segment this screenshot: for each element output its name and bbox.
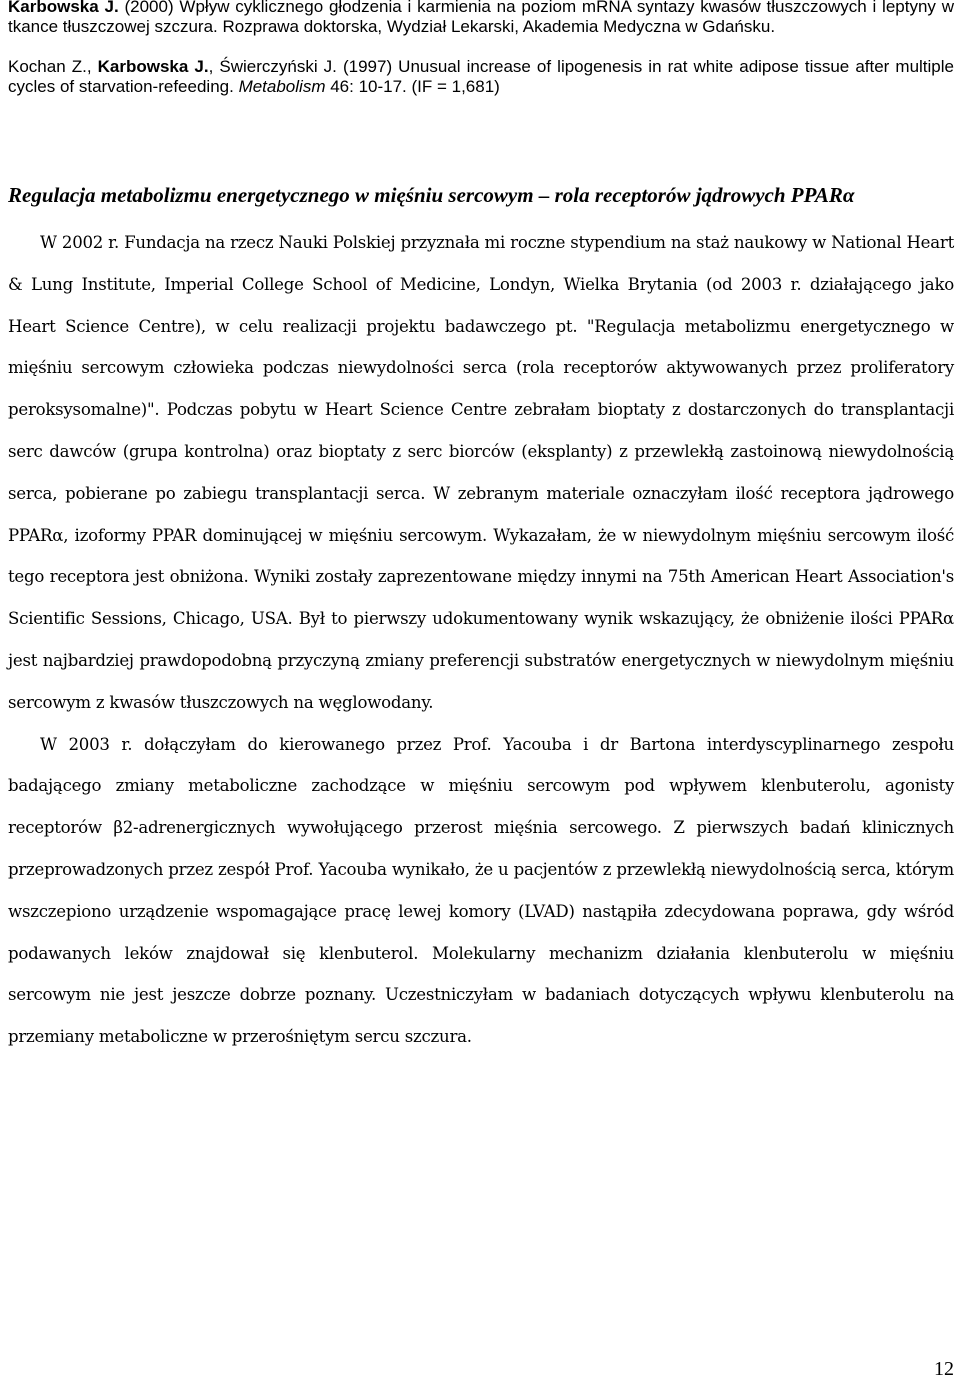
section-heading: Regulacja metabolizmu energetycznego w mięśniu sercowym – rola receptorów jądrowych PPARα (8, 183, 855, 207)
reference-text: (2000) Wpływ cyklicznego głodzenia i karmienia na poziom mRNA syntazy kwasów tłuszczowych i leptyny w tkance tłuszczowej szczura. Rozprawa doktorska, Wydział Lekarski, Akademia Medyczna w Gdańsku. (8, 0, 954, 36)
reference-author: Kochan Z., (8, 57, 98, 76)
page-number: 12 (934, 1358, 954, 1380)
reference-text: , Świerczyński J. (1997) Unusual increase of lipogenesis in rat white adipose tissue after multiple cycles of starvation-refeeding. (8, 57, 954, 96)
reference-author-bold: Karbowska J. (97, 57, 209, 76)
reference-1 (8, 0, 954, 37)
reference-author-bold: Karbowska J. (8, 0, 119, 16)
body-paragraph: W 2003 r. dołączyłam do kierowanego przez Prof. Yacouba i dr Bartona interdyscyplinarnego zespołu badającego zmiany metaboliczne zachodzące w mięśniu sercowym pod wpływem klenbuterolu, agonisty receptorów β2-adrenergicznych wywołującego przerost mięśnia sercowego. Z pierwszych badań klinicznych przeprowadzonych przez zespół Prof. Yacouba wynikało, że u pacjentów z przewlekłą niewydolnością serca, którym wszczepiono urządzenie wspomagające pracę lewej komory (LVAD) nastąpiła zdecydowana poprawa, gdy wśród podawanych leków znajdował się klenbuterol. Molekularny mechanizm działania klenbuterolu w mięśniu sercowym nie jest jeszcze dobrze poznany. Uczestniczyłam w badaniach dotyczących wpływu klenbuterolu na przemiany metaboliczne w przerośniętym sercu szczura. (8, 734, 954, 1047)
reference-journal: Metabolism (238, 77, 326, 96)
reference-text-end: 46: 10-17. (IF = 1,681) (325, 77, 500, 96)
reference-2 (8, 57, 954, 97)
body-paragraph: W 2002 r. Fundacja na rzecz Nauki Polskiej przyznała mi roczne stypendium na staż naukowy w National Heart & Lung Institute, Imperial College School of Medicine, Londyn, Wielka Brytania (od 2003 r. działającego jako Heart Science Centre), w celu realizacji projektu badawczego pt. "Regulacja metabolizmu energetycznego w mięśniu sercowym człowieka podczas niewydolności serca (rola receptorów aktywowanych przez proliferatory peroksysomalne)". Podczas pobytu w Heart Science Centre zebrałam bioptaty z dostarczonych do transplantacji serc dawców (grupa kontrolna) oraz bioptaty z serc biorców (eksplanty) z przewlekłą zastoinową niewydolnością serca, pobierane po zabiegu transplantacji serca. W zebranym materiale oznaczyłam ilość receptora jądrowego PPARα, izoformy PPAR dominującej w mięśniu sercowym. Wykazałam, że w niewydolnym mięśniu sercowym ilość tego receptora jest obniżona. Wyniki zostały zaprezentowane między innymi na 75th American Heart Association's Scientific Sessions, Chicago, USA. Był to pierwszy udokumentowany wynik wskazujący, że obniżenie ilości PPARα jest najbardziej prawdopodobną przyczyną zmiany preferencji substratów energetycznych w niewydolnym mięśniu sercowym z kwasów tłuszczowych na węglowodany. (8, 233, 954, 712)
